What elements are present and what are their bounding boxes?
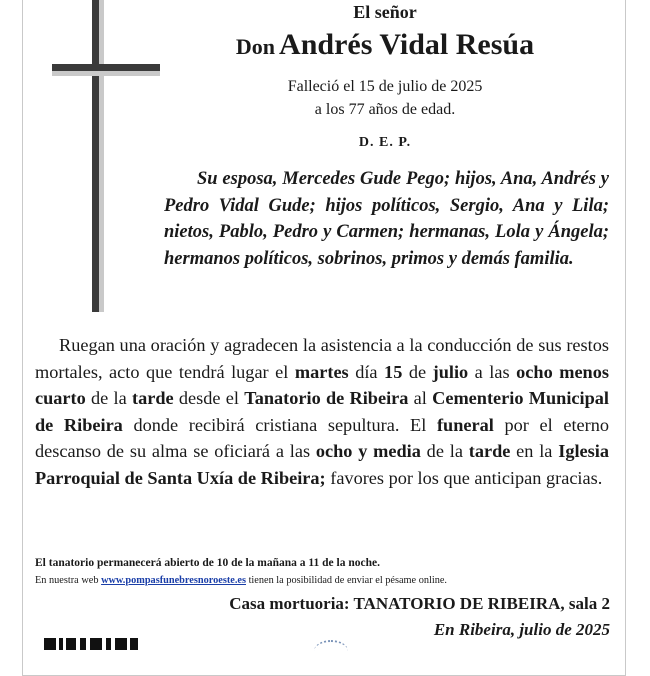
- origin: Tanatorio de Ribeira: [244, 388, 409, 408]
- age: a los 77 años de edad.: [314, 101, 456, 118]
- text: En nuestra web: [35, 575, 102, 586]
- text: donde recibirá cristiana sepultura. El: [122, 414, 437, 435]
- text: al: [408, 388, 433, 408]
- place-date: En Ribeira, julio de 2025: [433, 620, 610, 639]
- text: de: [402, 361, 433, 382]
- text: favores por los que anticipan gracias.: [325, 467, 603, 488]
- family-text: Su esposa, Mercedes Gude Pego; hijos, Ana, Andrés y Pedro Vidal Gude; hijos políticos, Sergio, Ana y Lila; nietos, Pablo, Pedro y Carmen; hermanas, Lola y Ángela; hermanos políticos, sobrinos, primos y demás familia.: [164, 169, 609, 269]
- web-note: [35, 575, 615, 586]
- month: julio: [432, 361, 469, 382]
- website-link[interactable]: www.pompasfunebresnoroeste.es: [101, 575, 246, 586]
- text: día: [348, 361, 385, 382]
- tarde: tarde: [131, 388, 174, 408]
- text: tienen la posibilidad de enviar el pésame online.: [246, 575, 448, 586]
- ceremony-paragraph: [35, 332, 609, 491]
- tanatorio-hours: El tanatorio permanecerá abierto de 10 de la mañana a 11 de la noche.: [35, 557, 380, 569]
- full-name: Andrés Vidal Resúa: [279, 28, 535, 61]
- text: Ruegan una oración y agradecen la asistencia a la conducción de sus restos mortales, acto que tendrá lugar el: [35, 335, 609, 382]
- family-list: [164, 166, 609, 272]
- cross-icon: [52, 0, 162, 320]
- text: de la: [85, 388, 132, 408]
- text: en la: [510, 441, 559, 461]
- tarde: tarde: [468, 441, 511, 461]
- title: El señor: [353, 2, 417, 22]
- day: martes: [294, 361, 349, 382]
- deceased-name: [150, 28, 620, 62]
- church: Iglesia Parroquial de Santa Uxía de Ribeira;: [35, 441, 609, 488]
- logo-icon: [314, 640, 348, 662]
- cemetery: Cementerio Municipal de Ribeira: [35, 388, 609, 435]
- time2: ocho y media: [315, 441, 421, 461]
- funeral: funeral: [436, 414, 494, 435]
- text: desde el: [173, 388, 245, 408]
- date-num: 15: [384, 361, 403, 382]
- text: de la: [420, 441, 469, 461]
- dep: D. E. P.: [358, 135, 412, 150]
- time: ocho menos cuarto: [35, 361, 609, 408]
- text: a las: [468, 361, 517, 382]
- casa-mortuoria: Casa mortuoria: TANATORIO DE RIBEIRA, sala 2: [229, 594, 610, 613]
- death-date: Falleció el 15 de julio de 2025: [287, 78, 483, 95]
- text: por el eterno descanso de su alma se oficiará a las: [35, 414, 610, 461]
- name-prefix: Don: [235, 34, 276, 59]
